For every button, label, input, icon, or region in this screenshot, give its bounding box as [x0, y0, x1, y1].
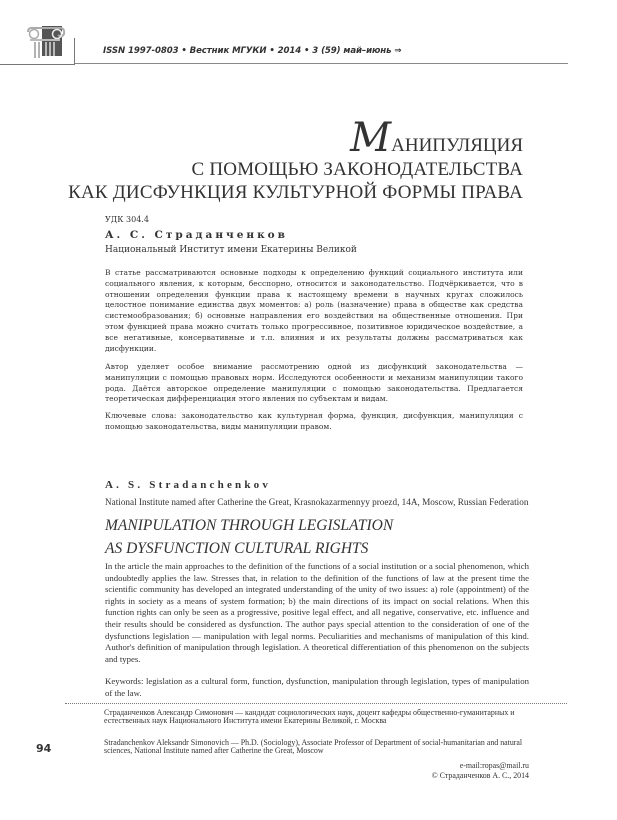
copyright: © Страданченков А. С., 2014	[431, 771, 529, 780]
title-line-2: С ПОМОЩЬЮ ЗАКОНОДАТЕЛЬСТВА	[191, 159, 523, 180]
keywords: Ключевые слова: законодательство как культурная форма, функция, дисфункция, манипуляция с помощью законодательства, виды манипуляции правом.	[105, 411, 523, 431]
footnote-divider	[65, 703, 567, 704]
header-rule	[75, 63, 568, 64]
article-title-en	[105, 514, 393, 560]
running-head: ISSN 1997-0803 • Вестник МГУКИ • 2014 • 3 (59) май–июнь ⇒	[103, 46, 402, 56]
title-line-3: КАК ДИСФУНКЦИЯ КУЛЬТУРНОЙ ФОРМЫ ПРАВА	[68, 182, 523, 203]
author-name: А. С. Страданченков	[105, 229, 288, 241]
author-institution: Национальный Институт имени Екатерины Великой	[105, 245, 357, 255]
title-initial: М	[350, 115, 392, 161]
author-email: e-mail:ropas@mail.ru	[459, 761, 529, 770]
author-info-en: Stradanchenkov Aleksandr Simonovich — Ph.D. (Sociology), Associate Professor of Department of social-humanitarian and natural sciences, National Institute named after Catherine the Great, Moscow	[104, 738, 523, 756]
title-en-line-2: AS DYSFUNCTION CULTURAL RIGHTS	[105, 540, 369, 557]
udk-code: УДК 304.4	[105, 215, 149, 224]
keywords-en: Keywords: legislation as a cultural form, function, dysfunction, manipulation through legislation, types of manipulation of the law.	[105, 676, 529, 698]
abstract-paragraph-2: Автор уделяет особое внимание рассмотрению одной из дисфункций законодательства — манипуляции с помощью правовых норм. Исследуются особенности и механизм манипуляции такого рода. Даётся авторское определение манипуляции с помощью законодательства. Предлагается теоретическая дифференциация этого явления по субъектам и видам.	[105, 362, 523, 404]
title-en-line-1: MANIPULATION THROUGH LEGISLATION	[105, 517, 394, 534]
abstract-paragraph-1: В статье рассматриваются основные подходы к определению функций социального института или социального явления, к которым, бесспорно, относится и законодательство. Подчёркивается, что в отношении определения функции права к настоящему времени в научных кругах сложилось целостное понимание единства двух моментов: а) роль (назначение) права в обществе как средства системообразования; б) основные направления его воздействия на общественные отношения. При этом функцией права можно считать только прогрессивное, позитивное юридическое воздействие, а все негативные, консервативные и т.п. влияния и их результаты должны рассматриваться как дисфункции.	[105, 268, 523, 353]
article-title	[68, 115, 523, 204]
author-info-ru: Страданченков Александр Симонович — кандидат социологических наук, доцент кафедры общественно-гуманитарных и естественных наук Национального Института имени Екатерины Великой, г. Москва	[104, 708, 515, 726]
abstract-en: In the article the main approaches to the definition of the functions of a social institution or a social phenomenon, which undoubtedly applies the law. Stresses that, in relation to the definition of the functions of law at the present time the scientific community has developed an integrated understanding of the unity of two issues: a) role (appointment) of the rights in society as a means of system formation; b) the main directions of its impact on social relations. When this function rights can only be seen as a progressive, positive legal effect, and all negative, conservative, etc. influence and their results should be considered as dysfunction. The author pays special attention to the consideration of one of the dysfunctions legislation — manipulation with legal norms. Peculiarities and mechanisms of manipulation of this kind. Author's definition of manipulation through legislation. A theoretical differentiation of this phenomenon on the subjects and types.	[105, 561, 529, 664]
author-institution-en: National Institute named after Catherine the Great, Krasnokazarmennyy proezd, 14A, Moscow, Russian Federation	[105, 497, 529, 507]
title-line-1: АНИПУЛЯЦИЯ	[391, 135, 523, 156]
logo-frame-rule	[0, 64, 75, 65]
ionic-column-icon	[26, 26, 66, 60]
author-name-en: A. S. Stradanchenkov	[105, 479, 272, 491]
page-number: 94	[36, 742, 52, 755]
logo-frame	[74, 38, 75, 64]
